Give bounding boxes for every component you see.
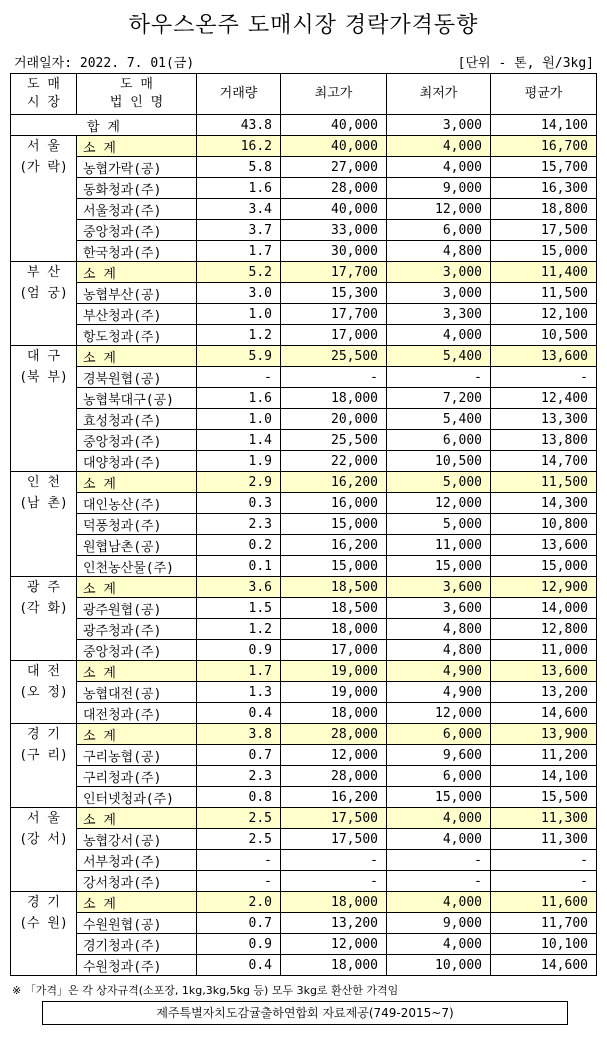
- min-price-cell: 7,200: [387, 388, 491, 409]
- table-row: [11, 787, 597, 808]
- corp-name: 동화청과(주): [77, 178, 197, 199]
- min-price-cell: 12,000: [387, 199, 491, 220]
- page-title: 하우스온주 도매시장 경락가격동향: [128, 13, 479, 38]
- volume-cell: 0.7: [197, 913, 281, 934]
- volume-cell: 0.9: [197, 640, 281, 661]
- min-price-cell: 6,000: [387, 430, 491, 451]
- max-price-cell: 16,200: [281, 472, 387, 493]
- max-price-cell: 28,000: [281, 724, 387, 745]
- subtotal-row: [11, 808, 597, 829]
- min-price-cell: 15,000: [387, 787, 491, 808]
- min-price-cell: 4,000: [387, 934, 491, 955]
- header-market: [11, 74, 77, 115]
- max-price-cell: 18,500: [281, 598, 387, 619]
- corp-name: 광주원협(공): [77, 598, 197, 619]
- max-price-cell: 27,000: [281, 157, 387, 178]
- avg-price-cell: 16,700: [491, 136, 597, 157]
- market-name: [11, 346, 77, 472]
- max-price-cell: 16,200: [281, 787, 387, 808]
- min-price-cell: 5,400: [387, 346, 491, 367]
- avg-price-cell: 10,100: [491, 934, 597, 955]
- min-price-cell: 3,000: [387, 262, 491, 283]
- market-name-line2: (가 락): [19, 160, 68, 175]
- total-row: [11, 115, 597, 136]
- avg-price-cell: 13,600: [491, 535, 597, 556]
- corp-name: 중앙청과(주): [77, 220, 197, 241]
- min-price-cell: 4,800: [387, 640, 491, 661]
- max-price-cell: 17,500: [281, 829, 387, 850]
- market-name-line1: 인 천: [27, 475, 60, 490]
- min-price-cell: 6,000: [387, 766, 491, 787]
- market-name: [11, 661, 77, 724]
- subtotal-row: [11, 262, 597, 283]
- total-label: 합 계: [11, 115, 197, 136]
- table-row: [11, 178, 597, 199]
- volume-cell: 2.9: [197, 472, 281, 493]
- max-price-cell: 33,000: [281, 220, 387, 241]
- min-price-cell: 4,000: [387, 136, 491, 157]
- volume-cell: 3.7: [197, 220, 281, 241]
- min-price-cell: 12,000: [387, 493, 491, 514]
- max-price-cell: 17,700: [281, 304, 387, 325]
- max-price-cell: 18,500: [281, 577, 387, 598]
- volume-cell: 2.5: [197, 808, 281, 829]
- avg-price-cell: 11,500: [491, 472, 597, 493]
- volume-cell: 2.5: [197, 829, 281, 850]
- avg-price-cell: 17,500: [491, 220, 597, 241]
- volume-cell: 1.7: [197, 661, 281, 682]
- avg-price-cell: 11,300: [491, 808, 597, 829]
- min-price-cell: 9,600: [387, 745, 491, 766]
- min-price-cell: 15,000: [387, 556, 491, 577]
- corp-name: 강서청과(주): [77, 871, 197, 892]
- subtotal-row: [11, 472, 597, 493]
- table-row: [11, 430, 597, 451]
- table-row: [11, 514, 597, 535]
- min-price-cell: 4,800: [387, 241, 491, 262]
- total-volume: 43.8: [197, 115, 281, 136]
- volume-cell: 16.2: [197, 136, 281, 157]
- min-price-cell: -: [387, 850, 491, 871]
- corp-name: 농협북대구(공): [77, 388, 197, 409]
- corp-name: 소 계: [77, 346, 197, 367]
- corp-name: 소 계: [77, 577, 197, 598]
- market-name: [11, 262, 77, 346]
- volume-cell: 1.6: [197, 178, 281, 199]
- total-avg: 14,100: [491, 115, 597, 136]
- corp-name: 서부청과(주): [77, 850, 197, 871]
- min-price-cell: 4,000: [387, 829, 491, 850]
- volume-cell: 3.4: [197, 199, 281, 220]
- avg-price-cell: 10,800: [491, 514, 597, 535]
- volume-cell: 5.8: [197, 157, 281, 178]
- header-market-line1: 도 매: [27, 77, 60, 92]
- table-row: [11, 766, 597, 787]
- max-price-cell: 20,000: [281, 409, 387, 430]
- max-price-cell: 15,000: [281, 514, 387, 535]
- min-price-cell: 3,300: [387, 304, 491, 325]
- corp-name: 소 계: [77, 661, 197, 682]
- avg-price-cell: 14,600: [491, 703, 597, 724]
- avg-price-cell: 15,700: [491, 157, 597, 178]
- avg-price-cell: 14,600: [491, 955, 597, 976]
- subtotal-row: [11, 724, 597, 745]
- subtotal-row: [11, 136, 597, 157]
- table-row: [11, 409, 597, 430]
- corp-name: 대전청과(주): [77, 703, 197, 724]
- market-name-line1: 광 주: [27, 580, 60, 595]
- max-price-cell: 22,000: [281, 451, 387, 472]
- market-name-line1: 경 기: [27, 727, 60, 742]
- max-price-cell: 13,200: [281, 913, 387, 934]
- market-name: [11, 724, 77, 808]
- market-name: [11, 808, 77, 892]
- max-price-cell: 28,000: [281, 178, 387, 199]
- corp-name: 소 계: [77, 472, 197, 493]
- table-row: [11, 913, 597, 934]
- max-price-cell: 25,500: [281, 346, 387, 367]
- corp-name: 농협강서(공): [77, 829, 197, 850]
- header-avg: 평균가: [491, 74, 597, 115]
- header-volume: 거래량: [197, 74, 281, 115]
- volume-cell: 1.4: [197, 430, 281, 451]
- avg-price-cell: 14,000: [491, 598, 597, 619]
- corp-name: 소 계: [77, 892, 197, 913]
- avg-price-cell: 13,300: [491, 409, 597, 430]
- corp-name: 경기청과(주): [77, 934, 197, 955]
- min-price-cell: -: [387, 367, 491, 388]
- header-corp-line1: 도 매: [120, 77, 153, 92]
- max-price-cell: 17,000: [281, 640, 387, 661]
- volume-cell: 3.6: [197, 577, 281, 598]
- header-corp-line2: 법 인 명: [109, 95, 164, 110]
- market-name-line1: 서 울: [27, 139, 60, 154]
- table-row: [11, 493, 597, 514]
- corp-name: 구리농협(공): [77, 745, 197, 766]
- min-price-cell: 4,900: [387, 661, 491, 682]
- market-name-line2: (수 원): [19, 916, 68, 931]
- avg-price-cell: 13,600: [491, 346, 597, 367]
- volume-cell: 1.2: [197, 325, 281, 346]
- max-price-cell: 17,700: [281, 262, 387, 283]
- avg-price-cell: 11,600: [491, 892, 597, 913]
- corp-name: 대양청과(주): [77, 451, 197, 472]
- table-row: [11, 871, 597, 892]
- corp-name: 경북원협(공): [77, 367, 197, 388]
- total-max: 40,000: [281, 115, 387, 136]
- volume-cell: 3.8: [197, 724, 281, 745]
- volume-cell: 1.0: [197, 409, 281, 430]
- header-max: 최고가: [281, 74, 387, 115]
- avg-price-cell: 11,700: [491, 913, 597, 934]
- trade-date: 거래일자: 2022. 7. 01(금): [14, 56, 195, 71]
- subtotal-row: [11, 892, 597, 913]
- max-price-cell: 16,000: [281, 493, 387, 514]
- table-row: [11, 955, 597, 976]
- table-row: [11, 682, 597, 703]
- avg-price-cell: 15,500: [491, 787, 597, 808]
- table-row: [11, 220, 597, 241]
- table-row: [11, 619, 597, 640]
- table-row: [11, 850, 597, 871]
- max-price-cell: 17,000: [281, 325, 387, 346]
- avg-price-cell: 11,400: [491, 262, 597, 283]
- corp-name: 수원원협(공): [77, 913, 197, 934]
- avg-price-cell: 14,100: [491, 766, 597, 787]
- market-name: [11, 472, 77, 577]
- corp-name: 부산청과(주): [77, 304, 197, 325]
- volume-cell: 3.0: [197, 283, 281, 304]
- table-row: [11, 640, 597, 661]
- max-price-cell: 12,000: [281, 745, 387, 766]
- avg-price-cell: -: [491, 367, 597, 388]
- avg-price-cell: 13,900: [491, 724, 597, 745]
- market-name-line1: 대 구: [27, 349, 60, 364]
- corp-name: 항도청과(주): [77, 325, 197, 346]
- volume-cell: 1.7: [197, 241, 281, 262]
- min-price-cell: 4,000: [387, 808, 491, 829]
- min-price-cell: 12,000: [387, 703, 491, 724]
- market-name-line1: 부 산: [27, 265, 60, 280]
- min-price-cell: 3,000: [387, 283, 491, 304]
- table-row: [11, 199, 597, 220]
- max-price-cell: 18,000: [281, 955, 387, 976]
- avg-price-cell: 18,800: [491, 199, 597, 220]
- max-price-cell: 17,500: [281, 808, 387, 829]
- min-price-cell: 6,000: [387, 724, 491, 745]
- min-price-cell: 11,000: [387, 535, 491, 556]
- max-price-cell: 18,000: [281, 388, 387, 409]
- max-price-cell: 18,000: [281, 703, 387, 724]
- max-price-cell: 16,200: [281, 535, 387, 556]
- min-price-cell: 10,000: [387, 955, 491, 976]
- subtotal-row: [11, 661, 597, 682]
- table-row: [11, 325, 597, 346]
- min-price-cell: 5,400: [387, 409, 491, 430]
- corp-name: 농협부산(공): [77, 283, 197, 304]
- max-price-cell: -: [281, 871, 387, 892]
- corp-name: 덕풍청과(주): [77, 514, 197, 535]
- max-price-cell: 28,000: [281, 766, 387, 787]
- corp-name: 소 계: [77, 136, 197, 157]
- corp-name: 효성청과(주): [77, 409, 197, 430]
- table-row: [11, 934, 597, 955]
- min-price-cell: 4,000: [387, 892, 491, 913]
- market-name-line2: (남 촌): [19, 496, 68, 511]
- price-table: [10, 73, 597, 976]
- volume-cell: 0.4: [197, 703, 281, 724]
- header-market-line2: 시 장: [27, 95, 60, 110]
- corp-name: 수원청과(주): [77, 955, 197, 976]
- table-row: [11, 283, 597, 304]
- avg-price-cell: 15,000: [491, 556, 597, 577]
- volume-cell: -: [197, 850, 281, 871]
- min-price-cell: 9,000: [387, 178, 491, 199]
- corp-name: 원협남촌(공): [77, 535, 197, 556]
- corp-name: 한국청과(주): [77, 241, 197, 262]
- avg-price-cell: 15,000: [491, 241, 597, 262]
- volume-cell: 0.3: [197, 493, 281, 514]
- volume-cell: 1.5: [197, 598, 281, 619]
- corp-name: 소 계: [77, 262, 197, 283]
- min-price-cell: 3,600: [387, 598, 491, 619]
- table-row: [11, 556, 597, 577]
- info-bar: [14, 52, 594, 70]
- volume-cell: 1.2: [197, 619, 281, 640]
- table-row: [11, 367, 597, 388]
- min-price-cell: 4,000: [387, 325, 491, 346]
- corp-name: 중앙청과(주): [77, 640, 197, 661]
- max-price-cell: 18,000: [281, 892, 387, 913]
- table-row: [11, 304, 597, 325]
- avg-price-cell: 12,800: [491, 619, 597, 640]
- market-name-line2: (구 리): [19, 748, 68, 763]
- avg-price-cell: 13,600: [491, 661, 597, 682]
- avg-price-cell: 11,500: [491, 283, 597, 304]
- avg-price-cell: -: [491, 850, 597, 871]
- corp-name: 농협가락(공): [77, 157, 197, 178]
- max-price-cell: 15,300: [281, 283, 387, 304]
- min-price-cell: 4,900: [387, 682, 491, 703]
- market-name-line1: 서 울: [27, 811, 60, 826]
- corp-name: 소 계: [77, 724, 197, 745]
- avg-price-cell: 11,200: [491, 745, 597, 766]
- corp-name: 광주청과(주): [77, 619, 197, 640]
- avg-price-cell: 13,800: [491, 430, 597, 451]
- table-row: [11, 241, 597, 262]
- max-price-cell: 25,500: [281, 430, 387, 451]
- max-price-cell: 30,000: [281, 241, 387, 262]
- volume-cell: 0.2: [197, 535, 281, 556]
- avg-price-cell: 12,100: [491, 304, 597, 325]
- min-price-cell: 5,000: [387, 514, 491, 535]
- max-price-cell: 19,000: [281, 661, 387, 682]
- market-name-line2: (북 부): [19, 370, 68, 385]
- corp-name: 구리청과(주): [77, 766, 197, 787]
- market-name: [11, 892, 77, 976]
- subtotal-row: [11, 577, 597, 598]
- market-name-line1: 경 기: [27, 895, 60, 910]
- avg-price-cell: 11,000: [491, 640, 597, 661]
- min-price-cell: 5,000: [387, 472, 491, 493]
- avg-price-cell: 12,400: [491, 388, 597, 409]
- avg-price-cell: 14,300: [491, 493, 597, 514]
- min-price-cell: 3,600: [387, 577, 491, 598]
- avg-price-cell: 16,300: [491, 178, 597, 199]
- max-price-cell: 12,000: [281, 934, 387, 955]
- max-price-cell: 15,000: [281, 556, 387, 577]
- min-price-cell: 10,500: [387, 451, 491, 472]
- volume-cell: 0.8: [197, 787, 281, 808]
- table-row: [11, 598, 597, 619]
- table-row: [11, 451, 597, 472]
- table-row: [11, 829, 597, 850]
- source-box: 제주특별자치도감귤출하연합회 자료제공(749-2015~7): [42, 1001, 568, 1025]
- table-row: [11, 703, 597, 724]
- max-price-cell: -: [281, 367, 387, 388]
- corp-name: 대인농산(주): [77, 493, 197, 514]
- avg-price-cell: 11,300: [491, 829, 597, 850]
- header-min: 최저가: [387, 74, 491, 115]
- max-price-cell: -: [281, 850, 387, 871]
- market-name: [11, 577, 77, 661]
- unit-label: [단위 - 톤, 원/3kg]: [457, 56, 594, 71]
- avg-price-cell: 13,200: [491, 682, 597, 703]
- max-price-cell: 18,000: [281, 619, 387, 640]
- volume-cell: 0.7: [197, 745, 281, 766]
- volume-cell: 2.0: [197, 892, 281, 913]
- min-price-cell: -: [387, 871, 491, 892]
- volume-cell: 0.1: [197, 556, 281, 577]
- min-price-cell: 6,000: [387, 220, 491, 241]
- table-row: [11, 157, 597, 178]
- max-price-cell: 19,000: [281, 682, 387, 703]
- corp-name: 인터넷청과(주): [77, 787, 197, 808]
- avg-price-cell: -: [491, 871, 597, 892]
- corp-name: 서울청과(주): [77, 199, 197, 220]
- footnote: ※ 「가격」은 각 상자규격(소포장, 1kg,3kg,5kg 등) 모두 3kg로 환산한 가격임: [12, 984, 399, 997]
- market-name: [11, 136, 77, 262]
- market-name-line2: (각 화): [19, 601, 68, 616]
- market-name-line1: 대 전: [27, 664, 60, 679]
- volume-cell: 2.3: [197, 766, 281, 787]
- volume-cell: 0.9: [197, 934, 281, 955]
- header-row: [11, 74, 597, 115]
- table-row: [11, 388, 597, 409]
- volume-cell: 1.9: [197, 451, 281, 472]
- corp-name: 소 계: [77, 808, 197, 829]
- market-name-line2: (오 정): [19, 685, 68, 700]
- market-name-line2: (엄 궁): [19, 286, 68, 301]
- avg-price-cell: 14,700: [491, 451, 597, 472]
- volume-cell: 1.0: [197, 304, 281, 325]
- table-row: [11, 535, 597, 556]
- min-price-cell: 9,000: [387, 913, 491, 934]
- total-min: 3,000: [387, 115, 491, 136]
- volume-cell: -: [197, 367, 281, 388]
- corp-name: 인천농산물(주): [77, 556, 197, 577]
- volume-cell: 1.3: [197, 682, 281, 703]
- market-name-line2: (강 서): [19, 832, 68, 847]
- header-corp: [77, 74, 197, 115]
- volume-cell: 2.3: [197, 514, 281, 535]
- max-price-cell: 40,000: [281, 199, 387, 220]
- subtotal-row: [11, 346, 597, 367]
- min-price-cell: 4,800: [387, 619, 491, 640]
- max-price-cell: 40,000: [281, 136, 387, 157]
- avg-price-cell: 12,900: [491, 577, 597, 598]
- corp-name: 농협대전(공): [77, 682, 197, 703]
- min-price-cell: 4,000: [387, 157, 491, 178]
- avg-price-cell: 10,500: [491, 325, 597, 346]
- volume-cell: 5.2: [197, 262, 281, 283]
- volume-cell: -: [197, 871, 281, 892]
- corp-name: 중앙청과(주): [77, 430, 197, 451]
- table-row: [11, 745, 597, 766]
- volume-cell: 0.4: [197, 955, 281, 976]
- volume-cell: 1.6: [197, 388, 281, 409]
- volume-cell: 5.9: [197, 346, 281, 367]
